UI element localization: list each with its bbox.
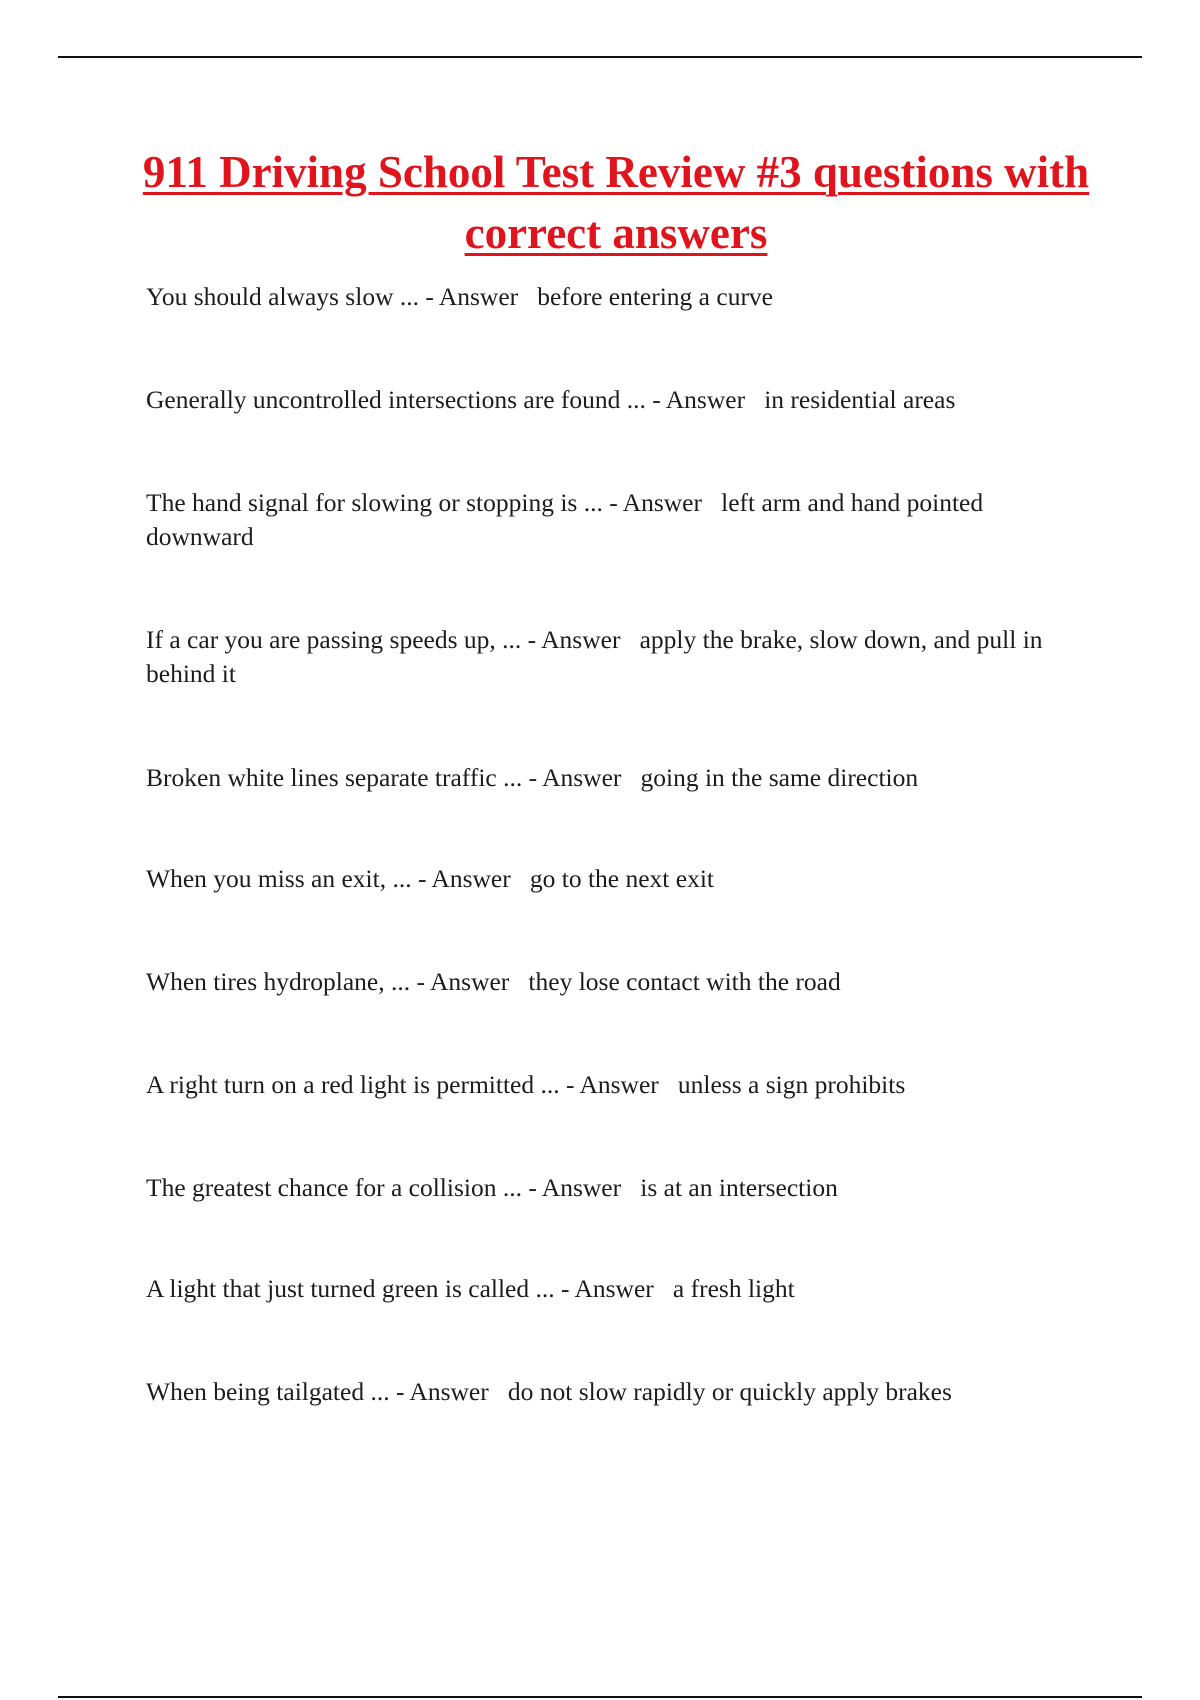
qa-item [146,862,1086,896]
answer-label: - Answer [561,1274,654,1303]
question-text: A right turn on a red light is permitted ... [146,1070,560,1099]
question-text: If a car you are passing speeds up, ... [146,625,522,654]
qa-item [146,623,1086,691]
answer-text: in residential areas [764,385,956,414]
document-title: 911 Driving School Test Review #3 questions with correct answers [142,147,1090,258]
answer-label: - Answer [416,967,510,996]
question-text: The greatest chance for a collision ... [146,1173,522,1202]
question-text: Generally uncontrolled intersections are found ... [146,385,646,414]
answer-text: going in the same direction [640,763,919,792]
question-text: You should always slow ... [146,282,419,311]
answer-text: do not slow rapidly or quickly apply brakes [507,1377,952,1406]
answer-text: apply the brake, slow down, and pull in behind it [146,625,1043,688]
qa-item [146,965,1086,999]
answer-text: left arm and hand pointed downward [146,488,984,551]
qa-item [146,1272,1086,1306]
qa-item [146,486,1086,554]
question-text: Broken white lines separate traffic ... [146,763,523,792]
answer-text: a fresh light [672,1274,795,1303]
question-text: When you miss an exit, ... [146,864,412,893]
answer-label: - Answer [417,864,511,893]
answer-label: - Answer [652,385,746,414]
question-text: When tires hydroplane, ... [146,967,411,996]
answer-label: - Answer [565,1070,659,1099]
answer-label: - Answer [395,1377,489,1406]
question-text: A light that just turned green is called ... [146,1274,555,1303]
answer-label: - Answer [528,763,622,792]
top-rule [58,56,1142,58]
bottom-rule [58,1696,1142,1698]
answer-label: - Answer [425,282,519,311]
qa-item [146,761,1086,795]
qa-item [146,1068,1086,1102]
question-text: The hand signal for slowing or stopping is ... [146,488,603,517]
answer-label: - Answer [528,1173,622,1202]
answer-text: unless a sign prohibits [677,1070,906,1099]
answer-text: they lose contact with the road [528,967,841,996]
qa-item [146,1375,1086,1409]
question-text: When being tailgated ... [146,1377,390,1406]
answer-text: before entering a curve [537,282,774,311]
answer-label: - Answer [609,488,702,517]
qa-item [146,280,1086,314]
answer-text: is at an intersection [640,1173,838,1202]
qa-item [146,383,1086,417]
answer-text: go to the next exit [529,864,715,893]
qa-item [146,1171,1086,1205]
answer-label: - Answer [527,625,621,654]
